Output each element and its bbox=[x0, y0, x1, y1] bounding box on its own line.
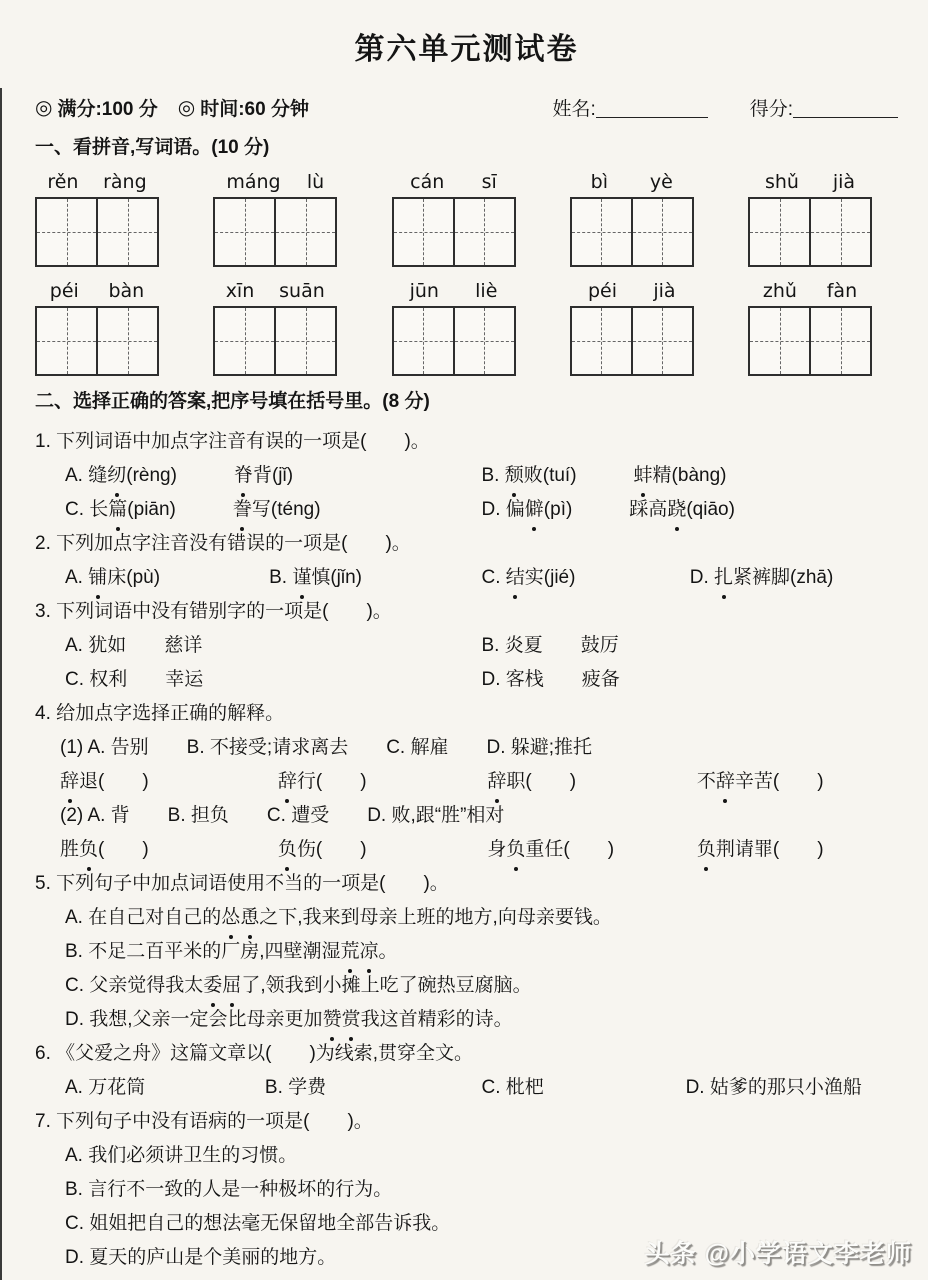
question-1-option-c: C. 长篇(piān) 誊写(téng) bbox=[65, 493, 482, 527]
question-4-part1-items bbox=[60, 765, 898, 799]
bullseye-icon: ◎ bbox=[177, 97, 196, 119]
question-5-option-d: D. 我想,父亲一定会比母亲更加赞赏我这首精彩的诗。 bbox=[65, 1003, 898, 1037]
pinyin-syllable: máng bbox=[226, 171, 281, 193]
emphasized-char: 委 bbox=[203, 969, 222, 1003]
pinyin-syllable: lù bbox=[306, 171, 325, 193]
pinyin-syllable: shǔ bbox=[764, 171, 799, 193]
name-score-fields bbox=[552, 94, 898, 121]
writing-cell bbox=[809, 308, 870, 374]
writing-box bbox=[748, 197, 872, 267]
pinyin-syllable: jià bbox=[653, 280, 676, 302]
question-2-options bbox=[65, 561, 898, 595]
writing-box bbox=[570, 306, 694, 376]
question-3-options bbox=[65, 629, 898, 697]
emphasized-char: 赏 bbox=[342, 1003, 361, 1037]
pinyin-syllable: péi bbox=[49, 280, 79, 302]
question-6 bbox=[35, 1037, 898, 1105]
writing-box bbox=[35, 197, 159, 267]
question-5 bbox=[35, 867, 898, 1037]
pinyin-labels bbox=[35, 280, 159, 302]
pinyin-word-group bbox=[570, 171, 694, 267]
question-2-stem: 2. 下列加点字注音没有错误的一项是( )。 bbox=[35, 533, 411, 554]
emphasized-char: 赞 bbox=[323, 1003, 342, 1037]
question-1-option-b: B. 颓败(tuí) 蚌精(bàng) bbox=[482, 459, 899, 493]
pinyin-word-group bbox=[392, 280, 516, 376]
emphasized-char: 恿 bbox=[240, 901, 259, 935]
pinyin-word-group bbox=[570, 280, 694, 376]
question-4 bbox=[35, 697, 898, 867]
question-1-option-d: D. 偏僻(pì) 踩高跷(qiāo) bbox=[482, 493, 899, 527]
question-3-option-c: C. 权利 幸运 bbox=[65, 669, 204, 690]
writing-box bbox=[213, 197, 337, 267]
writing-cell bbox=[96, 199, 157, 265]
emphasized-char: 颓 bbox=[505, 459, 524, 493]
pinyin-word-group bbox=[748, 171, 872, 267]
pinyin-word-group bbox=[748, 280, 872, 376]
page-title: 第六单元测试卷 bbox=[354, 33, 579, 66]
writing-box bbox=[748, 306, 872, 376]
question-4-stem: 4. 给加点字选择正确的解释。 bbox=[35, 703, 285, 724]
question-4-part2-item-3: 身负重任( ) bbox=[487, 833, 697, 867]
question-4-part2-item-4: 负荆请罪( ) bbox=[697, 833, 898, 867]
question-1-stem: 1. 下列词语中加点字注音有误的一项是( )。 bbox=[35, 431, 430, 452]
question-7-stem: 7. 下列句子中没有语病的一项是( )。 bbox=[35, 1111, 373, 1132]
question-2-option-a: A. 铺床(pù) bbox=[65, 561, 269, 595]
writing-cell bbox=[394, 199, 453, 265]
emphasized-char: 辞 bbox=[716, 765, 735, 799]
pinyin-syllable: yè bbox=[649, 171, 673, 193]
question-1-options bbox=[65, 459, 898, 527]
emphasized-char: 辞 bbox=[487, 765, 506, 799]
emphasized-char: 扎 bbox=[714, 561, 733, 595]
question-4-part1-item-3: 辞职( ) bbox=[487, 765, 697, 799]
question-3-option-b: B. 炎夏 鼓厉 bbox=[481, 635, 619, 656]
emphasized-char: 负 bbox=[278, 833, 297, 867]
full-score-label: 满分:100 分 bbox=[57, 99, 158, 120]
question-6-option-c: C. 枇杷 bbox=[481, 1077, 544, 1098]
section1-heading: 一、看拼音,写词语。(10 分) bbox=[35, 137, 270, 158]
writing-box bbox=[35, 306, 159, 376]
pinyin-syllable: bàn bbox=[108, 280, 145, 302]
pinyin-syllable: fàn bbox=[826, 280, 858, 302]
emphasized-char: 跷 bbox=[667, 493, 686, 527]
writing-box bbox=[392, 197, 516, 267]
pinyin-syllable: bì bbox=[590, 171, 609, 193]
question-5-option-a: A. 在自己对自己的怂恿之下,我来到母亲上班的地方,向母亲要钱。 bbox=[65, 901, 898, 935]
pinyin-syllable: suān bbox=[279, 280, 325, 302]
pinyin-syllable: rěn bbox=[47, 171, 79, 193]
question-3-option-d: D. 客栈 疲备 bbox=[481, 669, 620, 690]
emphasized-char: 负 bbox=[79, 833, 98, 867]
question-5-options bbox=[65, 901, 898, 1037]
writing-box bbox=[213, 306, 337, 376]
question-6-option-a: A. 万花筒 bbox=[65, 1077, 146, 1098]
writing-cell bbox=[631, 308, 692, 374]
pinyin-labels bbox=[213, 280, 337, 302]
pinyin-syllable: jūn bbox=[409, 280, 439, 302]
question-4-part1-choices: (1) A. 告别 B. 不接受;请求离去 C. 解雇 D. 躲避;推托 bbox=[60, 737, 593, 758]
watermark: 头条 @小学语文李老师 bbox=[644, 1240, 912, 1268]
writing-box bbox=[392, 306, 516, 376]
question-4-part1-item-2: 辞行( ) bbox=[278, 765, 488, 799]
pinyin-word-group bbox=[35, 171, 159, 267]
writing-cell bbox=[750, 308, 809, 374]
pinyin-word-group bbox=[213, 171, 337, 267]
question-2-option-d: D. 扎紧裤脚(zhā) bbox=[690, 561, 898, 595]
writing-cell bbox=[37, 308, 96, 374]
emphasized-char: 负 bbox=[697, 833, 716, 867]
emphasized-char: 屈 bbox=[222, 969, 241, 1003]
writing-cell bbox=[453, 308, 514, 374]
pinyin-row bbox=[35, 280, 872, 376]
pinyin-word-group bbox=[35, 280, 159, 376]
writing-cell bbox=[750, 199, 809, 265]
pinyin-syllable: ràng bbox=[103, 171, 147, 193]
question-4-part2-items bbox=[60, 833, 898, 867]
question-5-option-b: B. 不足二百平米的厂房,四壁潮湿荒凉。 bbox=[65, 935, 898, 969]
writing-cell bbox=[215, 308, 274, 374]
pinyin-labels bbox=[570, 280, 694, 302]
question-1-option-a: A. 缝纫(rèng) 脊背(jǐ) bbox=[65, 459, 482, 493]
writing-cell bbox=[631, 199, 692, 265]
question-7-option-a: A. 我们必须讲卫生的习惯。 bbox=[65, 1145, 298, 1166]
pinyin-labels bbox=[392, 280, 516, 302]
time-label: 时间:60 分钟 bbox=[200, 99, 309, 120]
pinyin-row bbox=[35, 171, 872, 267]
question-2-option-b: B. 谨慎(jǐn) bbox=[269, 561, 481, 595]
emphasized-char: 蚌 bbox=[634, 459, 653, 493]
score-blank-line bbox=[793, 115, 898, 118]
pinyin-labels bbox=[392, 171, 516, 193]
name-blank-line bbox=[596, 115, 708, 118]
pinyin-syllable: zhǔ bbox=[762, 280, 797, 302]
bullseye-icon: ◎ bbox=[35, 97, 53, 119]
pinyin-labels bbox=[748, 171, 872, 193]
question-5-option-c: C. 父亲觉得我太委屈了,领我到小摊上吃了碗热豆腐脑。 bbox=[65, 969, 898, 1003]
emphasized-char: 荒 bbox=[341, 935, 360, 969]
question-4-part1-item-1: 辞退( ) bbox=[60, 765, 278, 799]
writing-cell bbox=[274, 308, 335, 374]
writing-cell bbox=[274, 199, 335, 265]
writing-cell bbox=[215, 199, 274, 265]
pinyin-syllable: xīn bbox=[225, 280, 255, 302]
question-6-options bbox=[65, 1071, 898, 1105]
writing-cell bbox=[453, 199, 514, 265]
question-7-option-d: D. 夏天的庐山是个美丽的地方。 bbox=[65, 1247, 337, 1268]
name-label: 姓名: bbox=[552, 99, 596, 120]
pinyin-syllable: sī bbox=[481, 171, 497, 193]
writing-cell bbox=[572, 199, 631, 265]
question-7-option-b: B. 言行不一致的人是一种极坏的行为。 bbox=[65, 1179, 393, 1200]
writing-cell bbox=[809, 199, 870, 265]
emphasized-char: 怂 bbox=[221, 901, 240, 935]
emphasized-char: 谨 bbox=[292, 561, 311, 595]
pinyin-labels bbox=[213, 171, 337, 193]
question-4-part1-item-4: 不辞辛苦( ) bbox=[697, 765, 898, 799]
question-2 bbox=[35, 527, 898, 595]
emphasized-char: 僻 bbox=[525, 493, 544, 527]
question-6-option-d: D. 姑爹的那只小渔船 bbox=[685, 1077, 862, 1098]
exam-meta bbox=[35, 94, 329, 121]
pinyin-syllable: jià bbox=[832, 171, 856, 193]
question-3-option-a: A. 犹如 慈详 bbox=[65, 635, 203, 656]
pinyin-syllable: cán bbox=[410, 171, 445, 193]
question-4-part2-item-2: 负伤( ) bbox=[278, 833, 488, 867]
emphasized-char: 辞 bbox=[60, 765, 79, 799]
writing-cell bbox=[37, 199, 96, 265]
scan-edge-artifact bbox=[0, 88, 2, 1280]
emphasized-char: 铺 bbox=[88, 561, 107, 595]
question-1 bbox=[35, 425, 898, 527]
question-4-part2-choices: (2) A. 背 B. 担负 C. 遭受 D. 败,跟“胜”相对 bbox=[60, 805, 505, 826]
question-4-part2-item-1: 胜负( ) bbox=[60, 833, 278, 867]
writing-cell bbox=[96, 308, 157, 374]
pinyin-labels bbox=[748, 280, 872, 302]
question-6-option-b: B. 学费 bbox=[264, 1077, 327, 1098]
emphasized-char: 结 bbox=[506, 561, 525, 595]
pinyin-syllable: péi bbox=[587, 280, 617, 302]
question-3-stem: 3. 下列词语中没有错别字的一项是( )。 bbox=[35, 601, 392, 622]
writing-box bbox=[570, 197, 694, 267]
emphasized-char: 辞 bbox=[278, 765, 297, 799]
emphasized-char: 誊 bbox=[233, 493, 252, 527]
exam-header bbox=[35, 94, 898, 121]
writing-cell bbox=[394, 308, 453, 374]
question-7-option-c: C. 姐姐把自己的想法毫无保留地全部告诉我。 bbox=[65, 1213, 451, 1234]
pinyin-writing-grid bbox=[35, 171, 898, 376]
emphasized-char: 篇 bbox=[108, 493, 127, 527]
pinyin-syllable: liè bbox=[475, 280, 498, 302]
pinyin-labels bbox=[570, 171, 694, 193]
question-3 bbox=[35, 595, 898, 697]
question-6-stem: 6. 《父爱之舟》这篇文章以( )为线索,贯穿全文。 bbox=[35, 1043, 474, 1064]
question-2-option-c: C. 结实(jié) bbox=[481, 561, 689, 595]
writing-cell bbox=[572, 308, 631, 374]
emphasized-char: 负 bbox=[506, 833, 525, 867]
pinyin-labels bbox=[35, 171, 159, 193]
emphasized-char: 脊 bbox=[234, 459, 253, 493]
question-5-stem: 5. 下列句子中加点词语使用不当的一项是( )。 bbox=[35, 873, 449, 894]
emphasized-char: 凉 bbox=[360, 935, 379, 969]
score-label: 得分: bbox=[749, 99, 793, 120]
section2-heading: 二、选择正确的答案,把序号填在括号里。(8 分) bbox=[35, 391, 430, 412]
pinyin-word-group bbox=[392, 171, 516, 267]
pinyin-word-group bbox=[213, 280, 337, 376]
emphasized-char: 纫 bbox=[107, 459, 126, 493]
